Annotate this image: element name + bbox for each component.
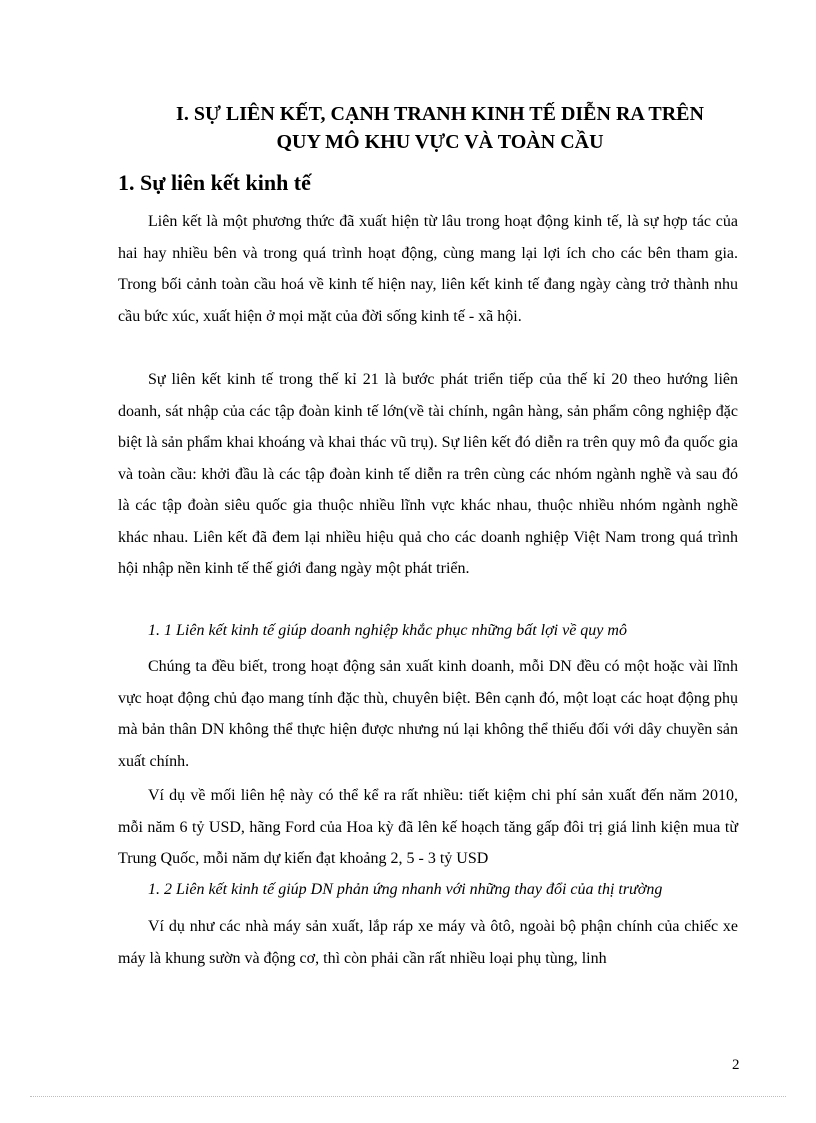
subheading-1-1: 1. 1 Liên kết kinh tế giúp doanh nghiệp khắc phục những bất lợi về quy mô: [148, 622, 627, 639]
page-number: 2: [732, 1057, 740, 1073]
section-heading: 1. Sự liên kết kinh tế: [118, 170, 311, 195]
paragraph-2: Sự liên kết kinh tế trong thế kỉ 21 là bước phát triển tiếp của thế kỉ 20 theo hướng liên doanh, sát nhập của các tập đoàn kinh tế lớn(về tài chính, ngân hàng, sản phẩm công nghiệp đặc biệt là sản phẩm khai khoáng và khai thác vũ trụ). Sự liên kết đó diễn ra trên quy mô đa quốc gia và toàn cầu: khởi đầu là các tập đoàn kinh tế diễn ra trên cùng các nhóm ngành nghề và sau đó là các tập đoàn siêu quốc gia thuộc nhiều lĩnh vực khác nhau, thuộc nhiều nhóm ngành nghề khác nhau. Liên kết đã đem lại nhiều hiệu quả cho các doanh nghiệp Việt Nam trong quá trình hội nhập nền kinh tế thế giới đang ngày một phát triển.: [118, 371, 738, 577]
paragraph-4: Ví dụ về mối liên hệ này có thể kể ra rất nhiều: tiết kiệm chi phí sản xuất đến năm 2010, mỗi năm 6 tỷ USD, hãng Ford của Hoa kỳ đã lên kế hoạch tăng gấp đôi trị giá linh kiện mua từ Trung Quốc, mỗi năm dự kiến đạt khoảng 2, 5 - 3 tỷ USD: [118, 787, 738, 867]
paragraph-3: Chúng ta đều biết, trong hoạt động sản xuất kinh doanh, mỗi DN đều có một hoặc vài lĩnh vực hoạt động chủ đạo mang tính đặc thù, chuyên biệt. Bên cạnh đó, một loạt các hoạt động phụ mà bản thân DN không thể thực hiện được nhưng nú lại không thể thiếu đối với dây chuyền sản xuất chính.: [118, 658, 738, 770]
subheading-1-2: 1. 2 Liên kết kinh tế giúp DN phản ứng nhanh với những thay đổi của thị trường: [148, 881, 663, 898]
paragraph-5: Ví dụ như các nhà máy sản xuất, lắp ráp xe máy và ôtô, ngoài bộ phận chính của chiếc xe máy là khung sườn và động cơ, thì còn phải cần rất nhiều loại phụ tùng, linh: [118, 918, 738, 967]
chapter-title-line2: QUY MÔ KHU VỰC VÀ TOÀN CẦU: [276, 131, 604, 153]
chapter-title-line1: I. SỰ LIÊN KẾT, CẠNH TRANH KINH TẾ DIỄN RA TRÊN: [176, 103, 704, 125]
chapter-title: [120, 100, 760, 156]
footer-divider: [30, 1096, 786, 1097]
paragraph-1: Liên kết là một phương thức đã xuất hiện từ lâu trong hoạt động kinh tế, là sự hợp tác của hai hay nhiều bên và trong quá trình hoạt động, cùng mang lại lợi ích cho các bên tham gia. Trong bối cảnh toàn cầu hoá về kinh tế hiện nay, liên kết kinh tế đang ngày càng trở thành nhu cầu bức xúc, xuất hiện ở mọi mặt của đời sống kinh tế - xã hội.: [118, 213, 738, 325]
